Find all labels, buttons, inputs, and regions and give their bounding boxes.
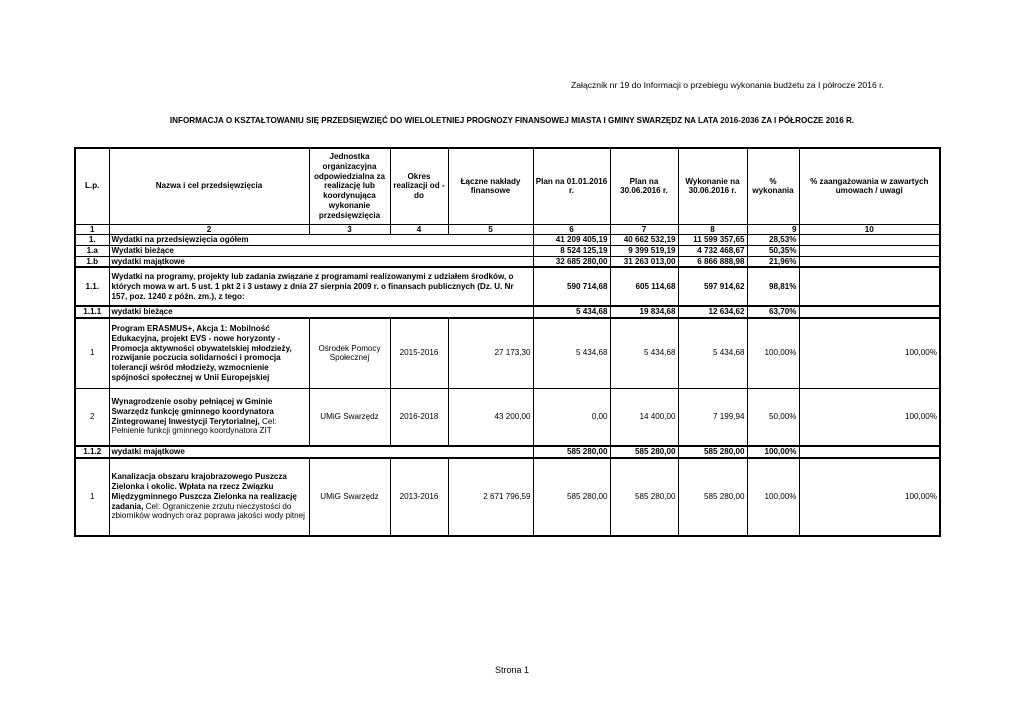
project-name-rest: Cel: Ograniczenie zrzutu nieczystości do zbiorników wodnych oraz poprawa jakości wody pitnej xyxy=(111,501,305,521)
cell-pct: 63,70% xyxy=(747,306,799,318)
cell-engage xyxy=(799,267,940,306)
col-number: 4 xyxy=(390,224,448,235)
project-row xyxy=(75,458,940,536)
col-header-total: Łączne nakłady finansowe xyxy=(448,148,533,224)
document-title: INFORMACJA O KSZTAŁTOWANIU SIĘ PRZEDSIĘWZIĘĆ DO WIELOLETNIEJ PROGNOZY FINANSOWEJ MIASTA I GMINY SWARZĘDZ NA LATA 2016-2036 ZA I PÓŁROCZE 2016 R. xyxy=(169,116,855,125)
cell-pct: 50,35% xyxy=(747,245,799,256)
col-header-plan-start: Plan na 01.01.2016 r. xyxy=(533,148,610,224)
cell-plan-start: 8 524 125,19 xyxy=(533,245,610,256)
project-name-bold: Kanalizacja obszaru krajobrazowego Puszcza Zielonka i okolic. Wpłata na rzecz Związku Międzygminnego Puszcza Zielonka na realizację zadania, xyxy=(111,472,297,511)
cell-engage: 100,00% xyxy=(799,458,940,536)
cell-lp: 1 xyxy=(75,458,109,536)
cell-period: 2016-2018 xyxy=(390,388,448,446)
cell-engage xyxy=(799,446,940,458)
cell-total: 27 173,30 xyxy=(448,318,533,388)
cell-plan-mid: 31 263 013,00 xyxy=(610,256,678,267)
cell-name: Wydatki bieżące xyxy=(109,245,533,256)
section-row-1-1-1 xyxy=(75,306,940,318)
col-header-engage: % zaangażowania w zawartych umowach / uwagi xyxy=(799,148,940,224)
cell-plan-mid: 5 434,68 xyxy=(610,318,678,388)
cell-name: wydatki bieżące xyxy=(109,306,533,318)
col-header-lp: L.p. xyxy=(75,148,109,224)
cell-engage xyxy=(799,306,940,318)
column-number-row xyxy=(75,224,940,235)
col-number: 3 xyxy=(309,224,390,235)
cell-pct: 98,81% xyxy=(747,267,799,306)
cell-unit: Ośrodek Pomocy Społecznej xyxy=(309,318,390,388)
cell-lp: 1 xyxy=(75,318,109,388)
cell-period: 2013-2016 xyxy=(390,458,448,536)
cell-exec: 4 732 468,67 xyxy=(678,245,747,256)
cell-plan-start: 32 685 280,00 xyxy=(533,256,610,267)
col-number: 2 xyxy=(109,224,309,235)
col-number: 10 xyxy=(799,224,940,235)
col-header-period: Okres realizacji od - do xyxy=(390,148,448,224)
cell-exec: 12 634,62 xyxy=(678,306,747,318)
cell-total: 2 671 796,59 xyxy=(448,458,533,536)
cell-plan-mid: 19 834,68 xyxy=(610,306,678,318)
cell-plan-mid: 14 400,00 xyxy=(610,388,678,446)
summary-row-current xyxy=(75,245,940,256)
project-name-bold: Wynagrodzenie osoby pełniącej w Gminie Swarzędz funkcję gminnego koordynatora Zintegrowanej Inwestycji Terytorialnej, xyxy=(111,397,274,426)
cell-plan-start: 5 434,68 xyxy=(533,318,610,388)
col-header-plan-mid: Plan na 30.06.2016 r. xyxy=(610,148,678,224)
cell-pct: 21,96% xyxy=(747,256,799,267)
cell-name xyxy=(109,318,309,388)
cell-plan-start: 0,00 xyxy=(533,388,610,446)
cell-lp: 1.1.1 xyxy=(75,306,109,318)
cell-engage xyxy=(799,245,940,256)
project-name-rest: Cel: Pełnienie funkcji gminnego koordynatora ZIT xyxy=(111,416,277,436)
cell-name xyxy=(109,388,309,446)
summary-row-capital xyxy=(75,256,940,267)
header-row xyxy=(75,148,940,224)
summary-row-total xyxy=(75,235,940,246)
project-row xyxy=(75,318,940,388)
cell-pct: 100,00% xyxy=(747,446,799,458)
cell-unit: UMiG Swarzędz xyxy=(309,458,390,536)
col-header-exec: Wykonanie na 30.06.2016 r. xyxy=(678,148,747,224)
section-row-1-1-2 xyxy=(75,446,940,458)
cell-exec: 11 599 357,65 xyxy=(678,235,747,246)
cell-plan-start: 585 280,00 xyxy=(533,458,610,536)
cell-lp: 2 xyxy=(75,388,109,446)
col-number: 6 xyxy=(533,224,610,235)
cell-pct: 28,53% xyxy=(747,235,799,246)
col-header-name: Nazwa i cel przedsięwzięcia xyxy=(109,148,309,224)
cell-pct: 100,00% xyxy=(747,458,799,536)
cell-plan-start: 41 209 405,19 xyxy=(533,235,610,246)
cell-lp: 1.b xyxy=(75,256,109,267)
col-header-unit: Jednostka organizacyjna odpowiedzialna za realizację lub koordynująca wykonanie przedsięwzięcia xyxy=(309,148,390,224)
col-number: 9 xyxy=(747,224,799,235)
cell-plan-mid: 605 114,68 xyxy=(610,267,678,306)
cell-unit: UMiG Swarzędz xyxy=(309,388,390,446)
col-number: 7 xyxy=(610,224,678,235)
col-number: 1 xyxy=(75,224,109,235)
cell-engage xyxy=(799,235,940,246)
cell-plan-mid: 585 280,00 xyxy=(610,458,678,536)
cell-plan-mid: 40 662 532,19 xyxy=(610,235,678,246)
cell-exec: 585 280,00 xyxy=(678,446,747,458)
cell-plan-mid: 585 280,00 xyxy=(610,446,678,458)
project-row xyxy=(75,388,940,446)
cell-exec: 5 434,68 xyxy=(678,318,747,388)
cell-name: Wydatki na programy, projekty lub zadania związane z programami realizowanymi z udziałem środków, o których mowa w art. 5 ust. 1 pkt 2 i 3 ustawy z dnia 27 sierpnia 2009 r. o finansach publicznych (Dz. U. Nr 157, poz. 1240 z późn. zm.), z tego: xyxy=(109,267,533,306)
projects-table xyxy=(74,147,941,537)
cell-lp: 1. xyxy=(75,235,109,246)
cell-lp: 1.1.2 xyxy=(75,446,109,458)
cell-period: 2015-2016 xyxy=(390,318,448,388)
cell-engage: 100,00% xyxy=(799,388,940,446)
cell-exec: 6 866 888,98 xyxy=(678,256,747,267)
section-row-1-1 xyxy=(75,267,940,306)
cell-lp: 1.1. xyxy=(75,267,109,306)
cell-exec: 7 199,94 xyxy=(678,388,747,446)
cell-plan-start: 5 434,68 xyxy=(533,306,610,318)
cell-name: wydatki majątkowe xyxy=(109,446,533,458)
page-number: Strona 1 xyxy=(494,665,530,675)
cell-lp: 1.a xyxy=(75,245,109,256)
col-header-pct: % wykonania xyxy=(747,148,799,224)
cell-plan-start: 585 280,00 xyxy=(533,446,610,458)
cell-engage xyxy=(799,256,940,267)
cell-plan-mid: 9 399 519,19 xyxy=(610,245,678,256)
annex-note: Załącznik nr 19 do Informacji o przebiegu wykonania budżetu za I półrocze 2016 r. xyxy=(571,80,884,90)
cell-plan-start: 590 714,68 xyxy=(533,267,610,306)
cell-pct: 100,00% xyxy=(747,318,799,388)
cell-exec: 597 914,62 xyxy=(678,267,747,306)
cell-name: wydatki majątkowe xyxy=(109,256,533,267)
cell-pct: 50,00% xyxy=(747,388,799,446)
cell-name xyxy=(109,458,309,536)
col-number: 8 xyxy=(678,224,747,235)
project-name-bold: Program ERASMUS+, Akcja 1: Mobilność Edukacyjna, projekt EVS - nowe horyzonty - Promocja aktywności obywatelskiej młodzieży, rozwijanie poczucia solidarności i promocja tolerancji wśród młodzieży, wzmocnienie spójności społecznej w Unii Europejskiej xyxy=(111,324,292,382)
cell-engage: 100,00% xyxy=(799,318,940,388)
cell-total: 43 200,00 xyxy=(448,388,533,446)
cell-exec: 585 280,00 xyxy=(678,458,747,536)
col-number: 5 xyxy=(448,224,533,235)
cell-name: Wydatki na przedsięwzięcia ogółem xyxy=(109,235,533,246)
